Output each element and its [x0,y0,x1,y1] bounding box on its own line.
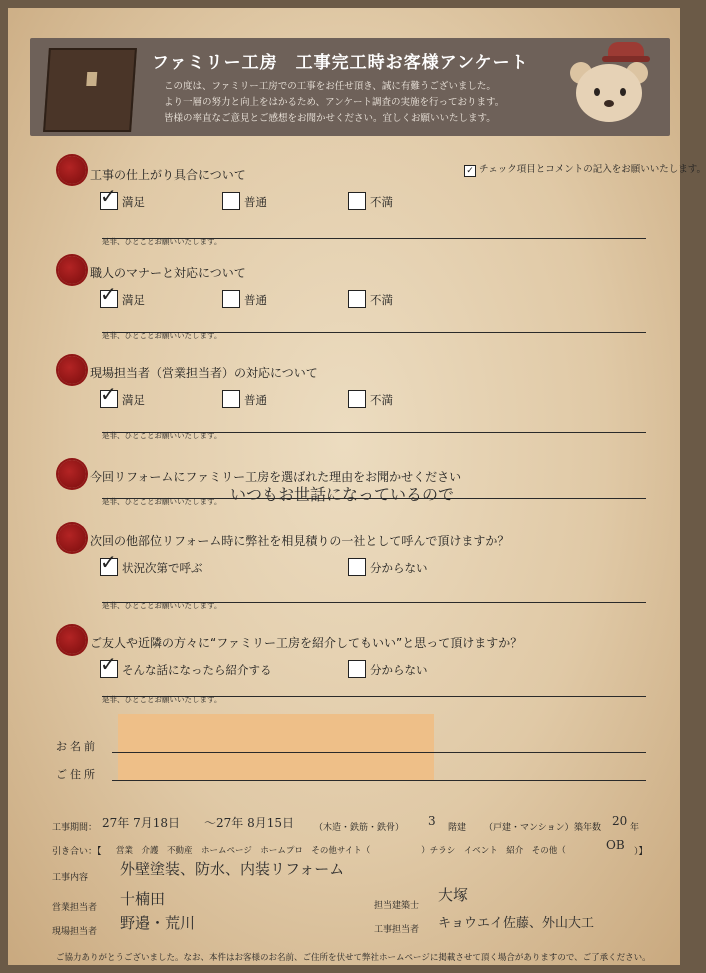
comment-line[interactable] [102,498,646,499]
check-icon: ✓ [464,165,476,177]
handwritten-check: ✓ [100,652,117,676]
option-normal[interactable]: 普通 [222,390,267,408]
question-title: 次回の他部位リフォーム時に弊社を相見積りの一社として呼んで頂けますか？ [90,534,510,548]
comment-label: 是非、ひとことお願いいたします。 [102,695,222,704]
survey-sheet [8,8,706,965]
book-illustration [43,48,137,132]
comment-label: 是非、ひとことお願いいたします。 [102,497,222,506]
wax-seal-icon [58,356,86,384]
redacted-personal-info [118,714,434,780]
period-end: 〜27年 8月15日 [204,816,294,830]
site-staff-label: 現場担当者 [52,927,98,937]
work-content-label: 工事内容 [52,873,89,883]
bear-mascot [550,42,670,136]
option-satisfied[interactable]: 満足 [100,290,145,308]
wax-seal-icon [58,626,86,654]
structure-options: （木造・鉄筋・鉄骨） [314,823,405,833]
comment-label: 是非、ひとことお願いいたします。 [102,237,222,246]
comment-label: 是非、ひとことお願いいたします。 [102,431,222,440]
question-title: 職人のマナーと対応について [90,266,246,280]
period-label: 工事期間： [52,823,98,833]
question-title: ご友人や近隣の方々に“ファミリー工房を紹介してもいい”と思って頂けますか？ [90,636,523,650]
sales-staff-label: 営業担当者 [52,903,98,913]
handwritten-check: ✓ [100,550,117,574]
sales-staff-name: 十楠田 [120,890,166,908]
address-field[interactable] [112,780,646,781]
option-satisfied[interactable]: 満足 [100,390,145,408]
option-normal[interactable]: 普通 [222,192,267,210]
comment-line[interactable] [102,696,646,697]
survey-title: ファミリー工房 工事完工時お客様アンケート [152,53,529,73]
referral-options: 営業 介護 不動産 ホームページ ホームプロ その他サイト（ ）チラシ イベント 紹介 その他（ [116,846,566,856]
architect-name: 大塚 [438,886,469,904]
comment-line[interactable] [102,602,646,603]
option-dont-know[interactable]: 分からない [348,660,428,678]
footer-note: ご協力ありがとうございました。なお、本件はお客様のお名前、ご住所を伏せて弊社ホームページに掲載させて頂く場合がありますので、ご了承ください。 [56,953,651,963]
period-start: 27年 7月18日 [102,816,180,830]
option-dont-know[interactable]: 分からない [348,558,428,576]
question-title: 工事の仕上がり具合について [90,168,246,182]
option-will-introduce[interactable]: そんな話になったら紹介する [100,660,272,678]
age-unit: 年 [630,823,640,833]
address-label: ご住所 [56,768,98,781]
question-title: 現場担当者（営業担当者）の対応について [90,366,318,380]
referral-other-value: OB [606,838,625,852]
option-unsatisfied[interactable]: 不満 [348,192,393,210]
name-label: お名前 [56,740,98,753]
comment-label: 是非、ひとことお願いいたします。 [102,601,222,610]
architect-label: 担当建築士 [374,901,420,911]
age-label: 築年数 [574,823,602,833]
question-title: 今回リフォームにファミリー工房を選ばれた理由をお聞かせください [90,470,462,484]
handwritten-reason: いつもお世話になっているので [230,485,455,504]
header-line: より一層の努力と向上をはかるため、アンケート調査の実施を行っております。 [164,97,505,108]
instruction-note: ✓ チェック項目とコメントの記入をお願いいたします。 [464,161,706,177]
option-unsatisfied[interactable]: 不満 [348,390,393,408]
name-field[interactable] [112,752,646,753]
wax-seal-icon [58,156,86,184]
option-normal[interactable]: 普通 [222,290,267,308]
site-staff-name: 野邉・荒川 [120,914,196,932]
comment-label: 是非、ひとことお願いいたします。 [102,331,222,340]
building-type: （戸建・マンション） [484,823,574,833]
craftsman-label: 工事担当者 [374,925,420,935]
handwritten-check: ✓ [100,382,117,406]
header-line: この度は、ファミリー工房での工事をお任せ頂き、誠に有難うございました。 [164,81,496,92]
header-banner [30,38,670,136]
option-unsatisfied[interactable]: 不満 [348,290,393,308]
age-value: 20 [612,814,628,828]
handwritten-check: ✓ [100,282,117,306]
craftsman-name: キョウエイ佐藤、外山大工 [438,916,595,931]
header-line: 皆様の率直なご意見とご感想をお聞かせください。宜しくお願いいたします。 [164,113,496,124]
comment-line[interactable] [102,332,646,333]
option-call-depending[interactable]: 状況次第で呼ぶ [100,558,203,576]
wax-seal-icon [58,460,86,488]
wax-seal-icon [58,524,86,552]
handwritten-check: ✓ [100,184,117,208]
floors-value: 3 [428,814,436,828]
wax-seal-icon [58,256,86,284]
referral-label: 引き合い：【 [52,847,102,857]
work-content-value: 外壁塗装、防水、内装リフォーム [120,860,345,878]
floors-unit: 階建 [448,823,467,833]
option-satisfied[interactable]: 満足 [100,192,145,210]
comment-line[interactable] [102,238,646,239]
referral-end: ）】 [634,847,648,857]
comment-line[interactable] [102,432,646,433]
